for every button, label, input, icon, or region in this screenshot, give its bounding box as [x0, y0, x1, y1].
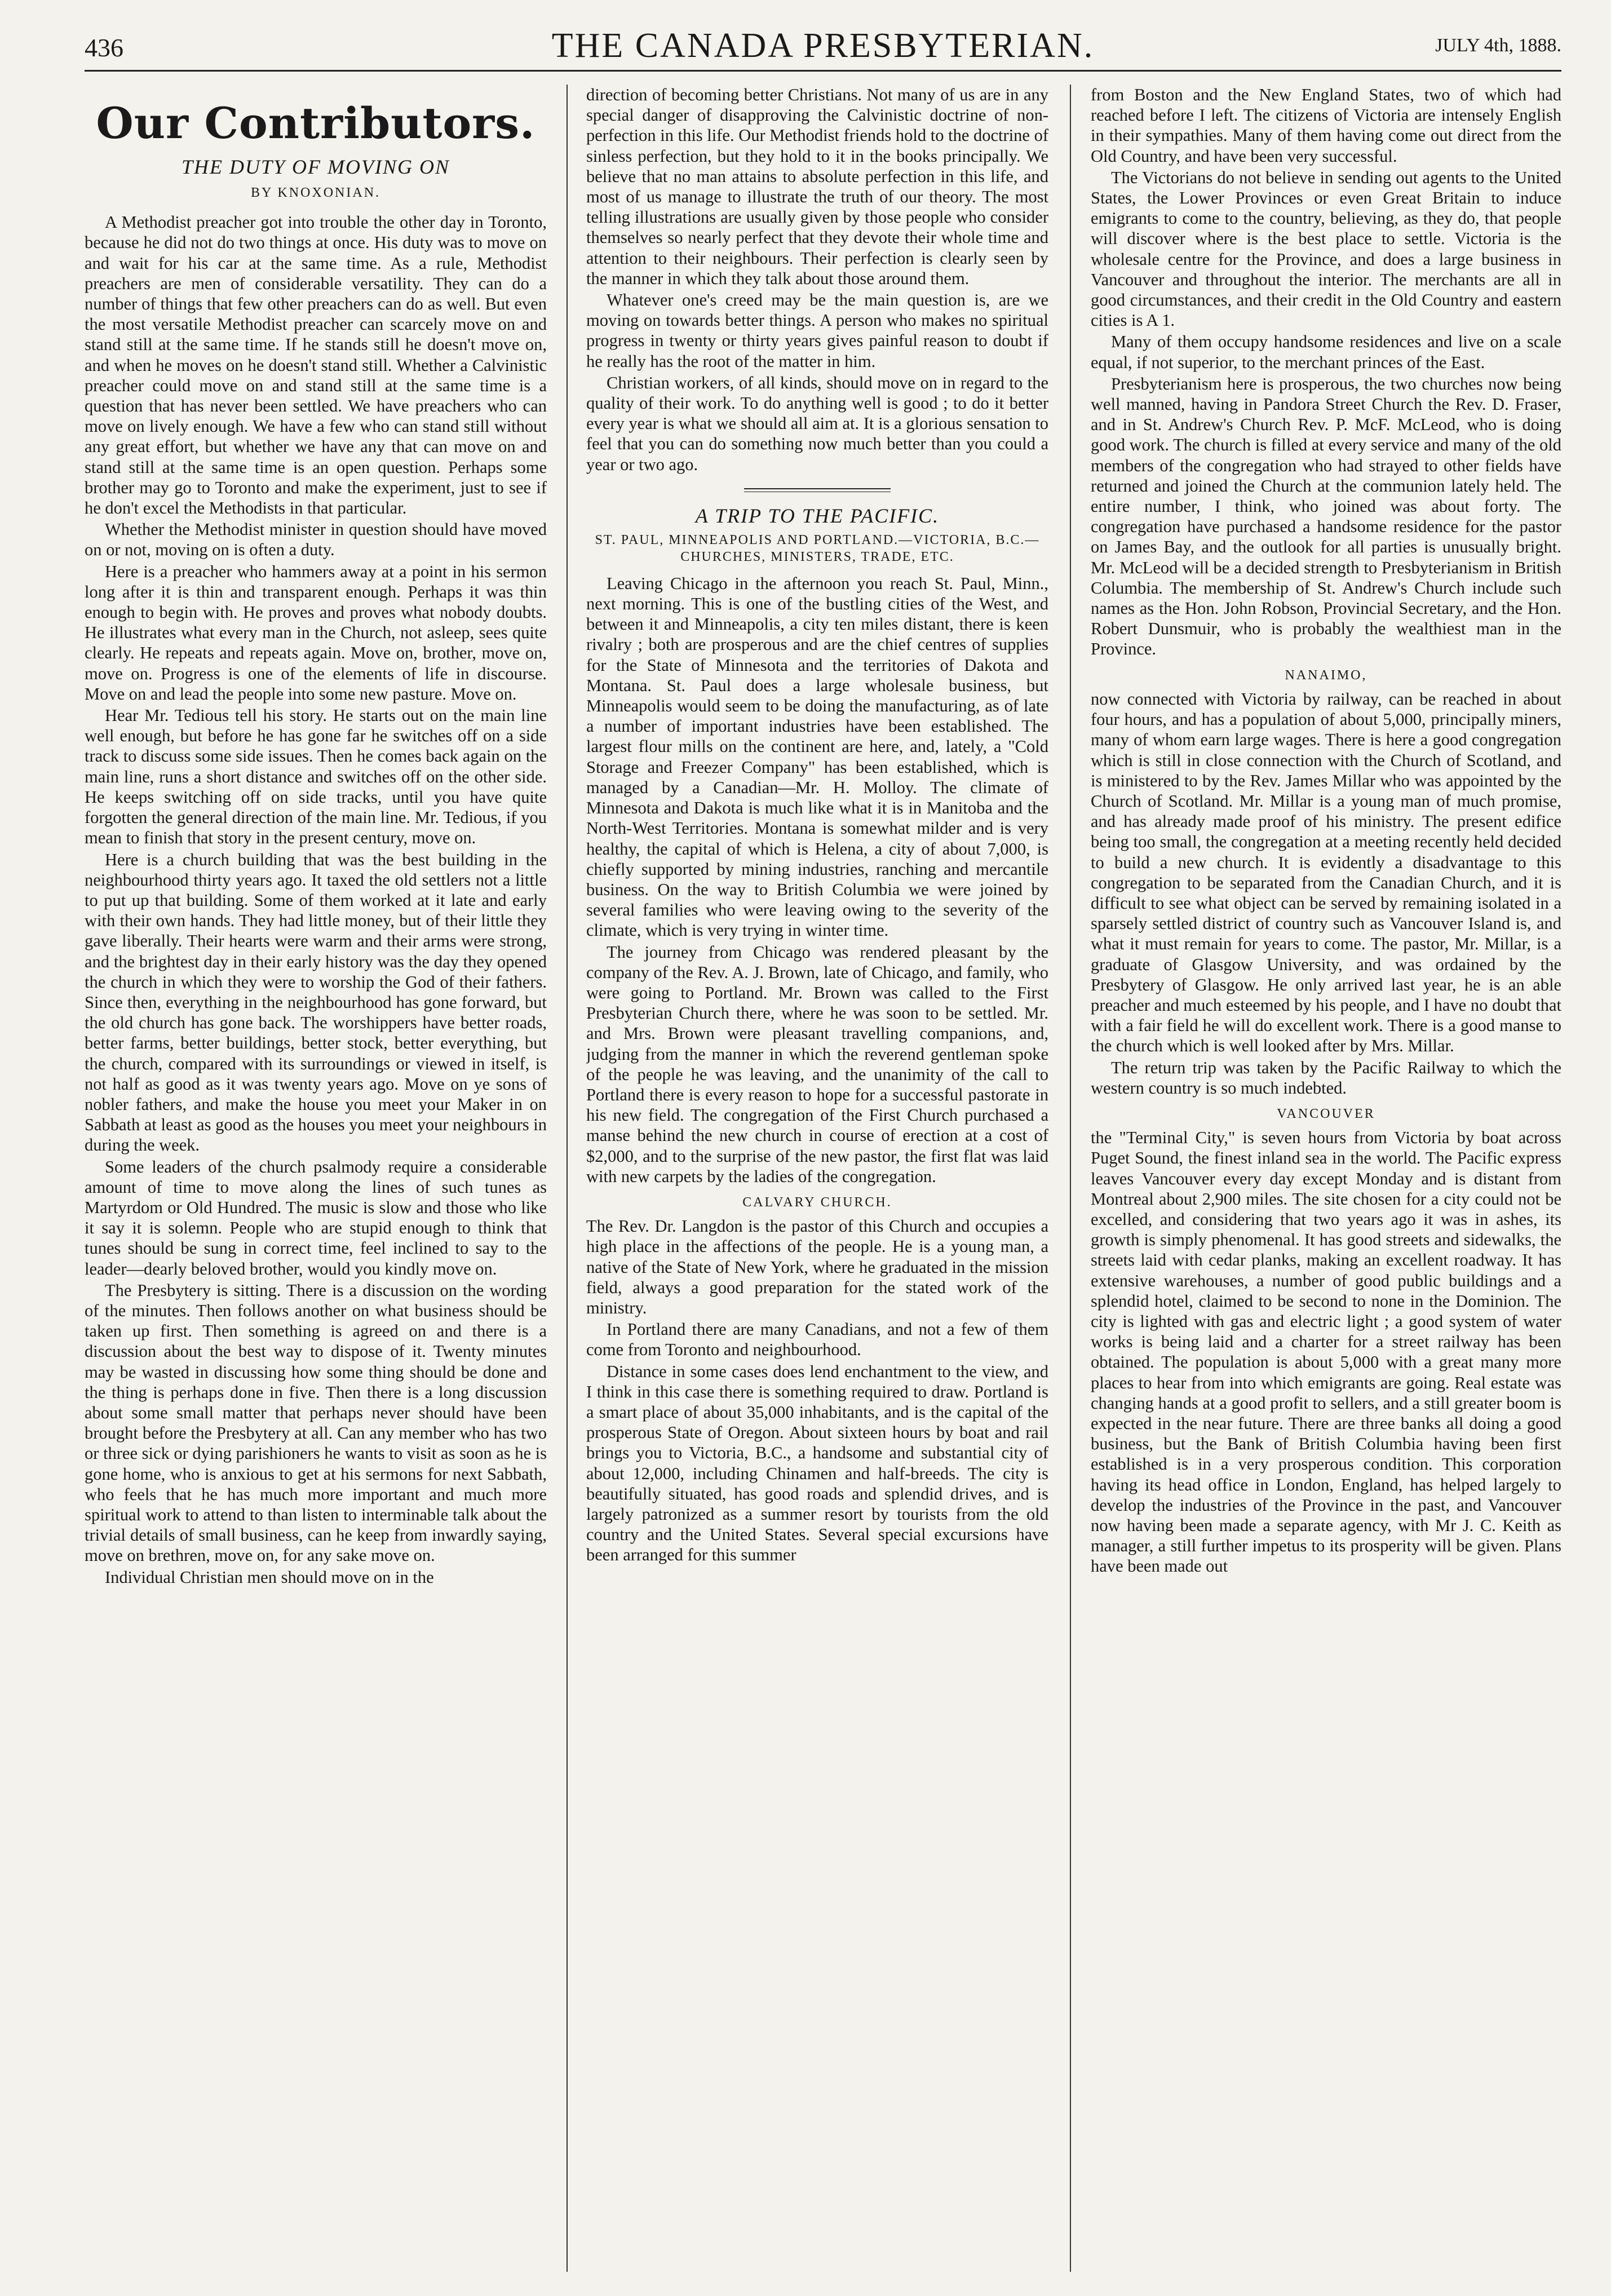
- header-rule: [85, 70, 1561, 72]
- masthead-title: THE CANADA PRESBYTERIAN.: [551, 26, 1095, 65]
- column-2: [586, 85, 1048, 2272]
- paragraph: The Presbytery is sitting. There is a discussion on the wording of the minutes. Then follows another on what business should be taken up first. Then something is agreed on and there is a discussion about the best way to dispose of it. Twenty minutes may be wasted in discussing how some thing should be done and the thing is perhaps done in five. Then there is a long discussion about some small matter that perhaps never should have been brought before the Presbytery at all. Can any member who has two or three sick or dying parishioners he wants to visit as soon as he is gone home, who is anxious to get at his sermons for next Sabbath, who feels that he has much more important and much more spiritual work to attend to than listen to interminable talk about the trivial details of small business, can he keep from inwardly saying, move on brethren, move on, for any sake move on.: [85, 1280, 547, 1565]
- paragraph: direction of becoming better Christians. Not many of us are in any special danger of disapproving the Calvinistic doctrine of non-perfection in this life. Our Methodist friends hold to the doctrine of sinless perfection, but they hold to it in the books principally. We believe that no man attains to absolute perfection in this life, and most of us manage to illustrate the truth of our theory. The most telling illustrations are usually given by those people who consider themselves so nearly perfect that they devote their whole time and attention to their neighbours. Their perfection is clearly seen by the manner in which they talk about those around them.: [586, 85, 1048, 288]
- column-3: [1091, 85, 1561, 2272]
- paragraph: from Boston and the New England States, two of which had reached before I left. The citizens of Victoria are intensely English in their sympathies. Many of them having come out direct from the Old Country, and have been very successful.: [1091, 85, 1561, 166]
- paragraph: Here is a church building that was the best building in the neighbourhood thirty years ago. It taxed the old settlers not a little to put up that building. Some of them worked at it late and early with their own hands. They had little money, but of their little they gave liberally. Their hearts were warm and their arms were strong, and the brightest day in their early history was the day they opened the church in which they were to worship the God of their fathers. Since then, everything in the neighbourhood has gone forward, but the old church has gone back. The worshippers have better roads, better farms, better buildings, better stock, better everything, but the church, compared with its surroundings or viewed in itself, is not half as good as it was twenty years ago. Move on ye sons of nobler fathers, and make the house you meet your Maker in on Sabbath at least as good as the houses you meet your neighbours in during the week.: [85, 850, 547, 1155]
- paragraph: the "Terminal City," is seven hours from Victoria by boat across Puget Sound, the finest inland sea in the world. The Pacific express leaves Vancouver every day except Monday and is distant from Montreal about 2,900 miles. The site chosen for a city could not be excelled, and considering that two years ago it was in ashes, its growth is simply phenomenal. It has good streets and sidewalks, the streets laid with cedar planks, making an excellent roadway. It has extensive warehouses, a number of good public buildings and a splendid hotel, claimed to be second to none in the Dominion. The city is lighted with gas and electric light ; a good system of water works is being laid and a charter for a street railway has been obtained. The population is about 5,000 with a great many more places to hear from into which emigrants are going. Real estate was changing hands at a good profit to sellers, and a still greater boom is expected in the near future. There are three banks all doing a good business, but the Bank of British Columbia having been first established is in a very prosperous condition. This corporation having its head office in London, England, has helped largely to develop the industries of the Province in the past, and Vancouver now having been made a separate agency, with Mr J. C. Keith as manager, a still further impetus to its prosperity will be given. Plans have been made out: [1091, 1128, 1561, 1576]
- paragraph: Here is a preacher who hammers away at a point in his sermon long after it is thin and transparent enough. Perhaps it was thin enough to begin with. He proves and proves what nobody doubts. He illustrates what every man in the Church, not asleep, sees quite clearly. He repeats and repeats again. Move on, brother, move on, move on. Progress is one of the elements of life in discourse. Move on and lead the people into some new pasture. Move on.: [85, 561, 547, 704]
- subhead-vancouver: VANCOUVER: [1277, 1106, 1375, 1121]
- paragraph: The return trip was taken by the Pacific Railway to which the western country is so much indebted.: [1091, 1058, 1561, 1098]
- article-body-nanaimo: [1091, 689, 1561, 1098]
- article-title-moving-on: THE DUTY OF MOVING ON: [181, 156, 450, 178]
- paragraph: Individual Christian men should move on in the: [105, 1567, 434, 1587]
- paragraph: Many of them occupy handsome residences and live on a scale equal, if not superior, to the merchant princes of the East.: [1091, 332, 1561, 372]
- article-title-trip: A TRIP TO THE PACIFIC.: [695, 504, 940, 527]
- paragraph: Whatever one's creed may be the main question is, are we moving on towards better things. A person who makes no spiritual progress in twenty or thirty years gives painful reason to doubt if he really has the root of the matter in him.: [586, 290, 1048, 371]
- paragraph: now connected with Victoria by railway, can be reached in about four hours, and has a population of about 5,000, principally miners, many of whom earn large wages. There is here a good congregation which is still in close connection with the Church of Scotland, and is ministered to by the Rev. James Millar who was appointed by the Church of Scotland. Mr. Millar is a young man of much promise, and has already made proof of his ministry. The present edifice being too small, the congregation at a meeting recently held decided to build a new church. It is evidently a disadvantage to this congregation to be separated from the Canadian Church, and it is difficult to see what object can be served by remaining isolated in a sparsely settled district of country such as Vancouver Island is, and what it must remain for years to come. The pastor, Mr. Millar, is a graduate of Glasgow University, and was ordained by the Presbytery of Glasgow. He only arrived last year, he is an able preacher and much esteemed by his people, and I have no doubt that with a fair field he will do excellent work. There is a good manse to the church which is well looked after by Mrs. Millar.: [1091, 689, 1561, 1056]
- paragraph: The Rev. Dr. Langdon is the pastor of this Church and occupies a high place in the affections of the people. He is a young man, a native of the State of New York, where he graduated in the mission field, always a good preparation for the stated work of the ministry.: [586, 1216, 1048, 1317]
- paragraph: Christian workers, of all kinds, should move on in regard to the quality of their work. To do anything well is good ; to do it better every year is what we should all aim at. It is a glorious sensation to feel that you can do something now much better than you could a year or two ago.: [586, 373, 1048, 474]
- paragraph: A Methodist preacher got into trouble the other day in Toronto, because he did not do two things at once. His duty was to move on and wait for his car at the same time. As a rule, Methodist preachers are men of considerable versatility. They can do a number of things that few other preachers can do as well. But even the most versatile Methodist preacher can scarcely move on and stand still at the same time. If he stands still he doesn't move on, and when he moves on he doesn't stand still. Whether a Calvinistic preacher could move on and stand still at the same time is a question that has never been settled. We have preachers who can move on lively enough. We have a few who can stand still without any great effort, but whether we have any that can move on and stand still at the same time is an open question. Perhaps some brother may go to Toronto and make the experiment, just to see if he don't excel the Methodists in that particular.: [85, 213, 547, 518]
- article-separator: [744, 488, 891, 492]
- paragraph: Leaving Chicago in the afternoon you reach St. Paul, Minn., next morning. This is one of the bustling cities of the West, and between it and Minneapolis, a city ten miles distant, there is keen rivalry ; both are prosperous and are the chief centres of supplies for the State of Minnesota and the territories of Dakota and Montana. St. Paul does a large wholesale business, but Minneapolis would seem to be doing the manufacturing, as of late a number of important industries have been established. The largest flour mills on the continent are here, and, lately, a "Cold Storage and Freezer Company" has been established, which is managed by a Canadian—Mr. H. Molloy. The climate of Minnesota and Dakota is much like what it is in Manitoba and the North-West Territories. Montana is somewhat milder and is very healthy, the capital of which is Helena, a city of about 7,000, is chiefly supported by mining industries, ranching and mercantile business. On the way to British Columbia we were joined by several families who were leaving owing to the severity of the climate, which is very trying in winter time.: [586, 573, 1048, 940]
- paragraph: In Portland there are many Canadians, and not a few of them come from Toronto and neighbourhood.: [586, 1320, 1048, 1360]
- subhead-nanaimo: NANAIMO,: [1285, 667, 1367, 683]
- article-body-vancouver: [1091, 1127, 1561, 1576]
- article-subtitle-trip: ST. PAUL, MINNEAPOLIS AND PORTLAND.—VICTORIA, B.C.—CHURCHES, MINISTERS, TRADE, ETC.: [595, 532, 1040, 564]
- byline: BY KNOXONIAN.: [250, 185, 381, 200]
- article-body-moving-on: [85, 212, 547, 1587]
- paragraph: The Victorians do not believe in sending out agents to the United States, the Lower Provinces or even Great Britain to induce emigrants to come to the country, believing, as they do, that people will discover where is the best place to settle. Victoria is the wholesale centre for the Province, and does a large business in Vancouver and throughout the interior. The merchants are all in good circumstances, and their credit in the Old Country and eastern cities is A 1.: [1091, 167, 1561, 330]
- paragraph: The journey from Chicago was rendered pleasant by the company of the Rev. A. J. Brown, late of Chicago, and family, who were going to Portland. Mr. Brown was called to the First Presbyterian Church there, where he was soon to be settled. Mr. and Mrs. Brown were pleasant travelling companions, and, judging from the manner in which the reverend gentleman spoke of the people he was leaving, and the unanimity of the call to Portland there is every reason to hope for a successful pastorate in his new field. The congregation of the First Church purchased a manse behind the new church in course of erection at a cost of $2,000, and to the surprise of the new pastor, the first flat was laid with new carpets by the ladies of the congregation.: [586, 942, 1048, 1186]
- issue-date: JULY 4th, 1888.: [1435, 35, 1561, 56]
- page-number: 436: [85, 33, 123, 62]
- subhead-calvary-church: CALVARY CHURCH.: [742, 1195, 892, 1210]
- column-1: [85, 85, 547, 2272]
- paragraph: Whether the Methodist minister in question should have moved on or not, moving on is often a duty.: [85, 520, 547, 560]
- paragraph: Distance in some cases does lend enchantment to the view, and I think in this case there is something required to draw. Portland is a smart place of about 35,000 inhabitants, and is the capital of the prosperous State of Oregon. About sixteen hours by boat and rail brings you to Victoria, B.C., a handsome and substantial city of about 12,000, including Chinamen and half-breeds. The city is beautifully situated, has good roads and splendid drives, and is largely patronized as a summer resort by tourists from the old country and the United States. Several special excursions have been arranged for this summer: [586, 1361, 1048, 1565]
- column-divider-1: [566, 85, 568, 2272]
- article-body-victoria: [1091, 85, 1561, 660]
- paragraph: Presbyterianism here is prosperous, the two churches now being well manned, having in Pandora Street Church the Rev. D. Fraser, and in St. Andrew's Church Rev. P. McF. McLeod, who is doing good work. The church is filled at every service and many of the old members of the congregation who had strayed to other fields have returned and joined the Church at the communion lately held. The entire number, I think, who joined was about forty. The congregation have purchased a handsome residence for the pastor on James Bay, and the outlook for all parties is unusually bright. Mr. McLeod will be a decided strength to Presbyterianism in British Columbia. The membership of St. Andrew's Church include such names as the Hon. John Robson, Provincial Secretary, and the Hon. Robert Dunsmuir, who is probably the wealthiest man in the Province.: [1091, 374, 1561, 659]
- paragraph: Hear Mr. Tedious tell his story. He starts out on the main line well enough, but before he has gone far he switches off on a side track to discuss some side issues. Then he comes back again on the main line, runs a short distance and switches off on the other side. He keeps switching off on side tracks, until you have quite forgotten the general direction of the main line. Mr. Tedious, if you mean to finish that story in the present century, move on.: [85, 706, 547, 848]
- article-body-calvary: [586, 1216, 1048, 1565]
- article-body-trip: [586, 573, 1048, 1187]
- paragraph: Some leaders of the church psalmody require a considerable amount of time to move along the lines of such tunes as Martyrdom or Old Hundred. The music is slow and those who like it say it is solemn. People who are stupid enough to think that tunes should be sung in correct time, feel inclined to say to the leader—dearly beloved brother, would you kindly move on.: [85, 1157, 547, 1278]
- page-header: [85, 23, 1561, 68]
- column-divider-2: [1070, 85, 1071, 2272]
- section-title: Our Contributors.: [96, 98, 535, 148]
- article-body-continued: [586, 85, 1048, 475]
